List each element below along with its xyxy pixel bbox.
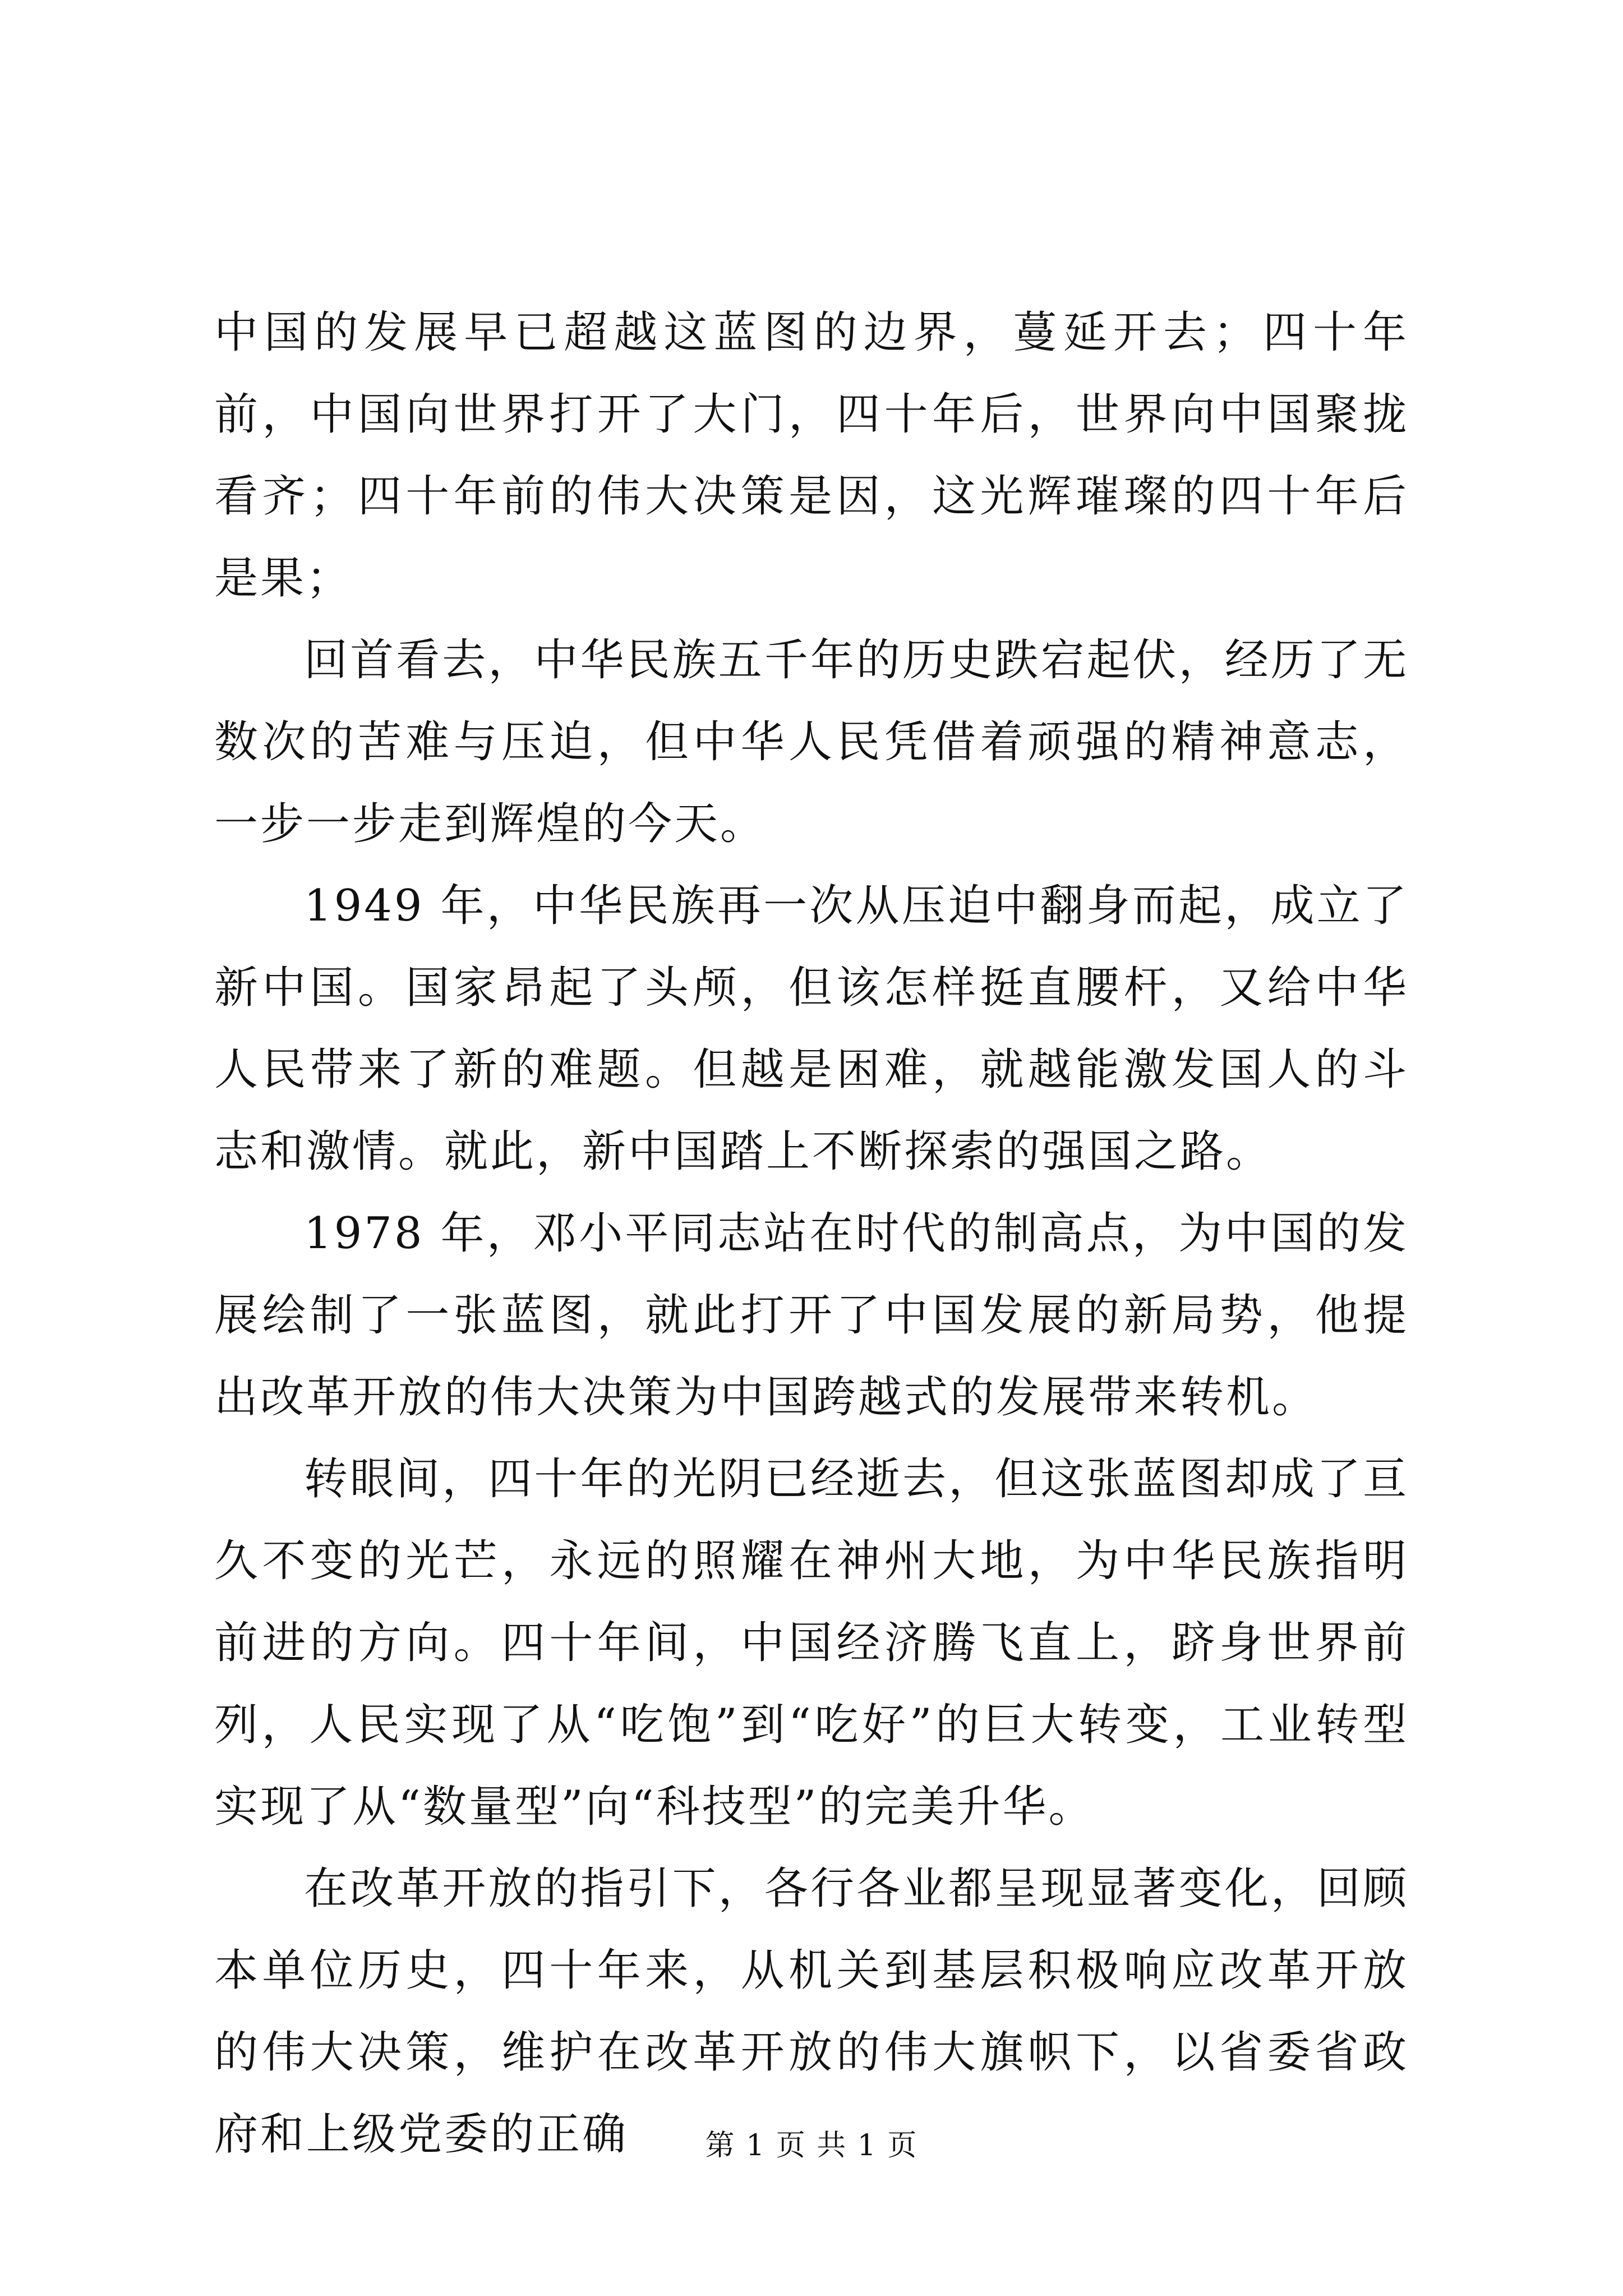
document-body [214, 292, 1409, 2175]
paragraph-history-review: 回首看去，中华民族五千年的历史跌宕起伏，经历了无数次的苦难与压迫，但中华人民凭借着顽强的精神意志，一步一步走到辉煌的今天。 [214, 635, 1409, 849]
paragraph-forty-years: 转眼间，四十年的光阴已经逝去，但这张蓝图却成了亘久不变的光芒，永远的照耀在神州大地，为中华民族指明前进的方向。四十年间，中国经济腾飞直上，跻身世界前列，人民实现了从“吃饱”到“吃好”的巨大转变，工业转型实现了从“数量型”向“科技型”的完美升华。 [214, 1454, 1409, 1832]
page-footer: 第 1 页 共 1 页 [705, 2129, 918, 2162]
paragraph-continuation: 中国的发展早已超越这蓝图的边界，蔓延开去；四十年前，中国向世界打开了大门，四十年后，世界向中国聚拢看齐；四十年前的伟大决策是因，这光辉璀璨的四十年后是果； [214, 307, 1409, 604]
paragraph-1978: 1978 年，邓小平同志站在时代的制高点，为中国的发展绘制了一张蓝图，就此打开了中国发展的新局势，他提出改革开放的伟大决策为中国跨越式的发展带来转机。 [214, 1208, 1409, 1423]
paragraph-reform-guidance: 在改革开放的指引下，各行各业都呈现显著变化，回顾本单位历史，四十年来，从机关到基层积极响应改革开放的伟大决策，维护在改革开放的伟大旗帜下，以省委省政府和上级党委的正确 [214, 1864, 1409, 2160]
paragraph-1949: 1949 年，中华民族再一次从压迫中翻身而起，成立了新中国。国家昂起了头颅，但该怎样挺直腰杆，又给中华人民带来了新的难题。但越是困难，就越能激发国人的斗志和激情。就此，新中国踏上不断探索的强国之路。 [214, 881, 1409, 1177]
